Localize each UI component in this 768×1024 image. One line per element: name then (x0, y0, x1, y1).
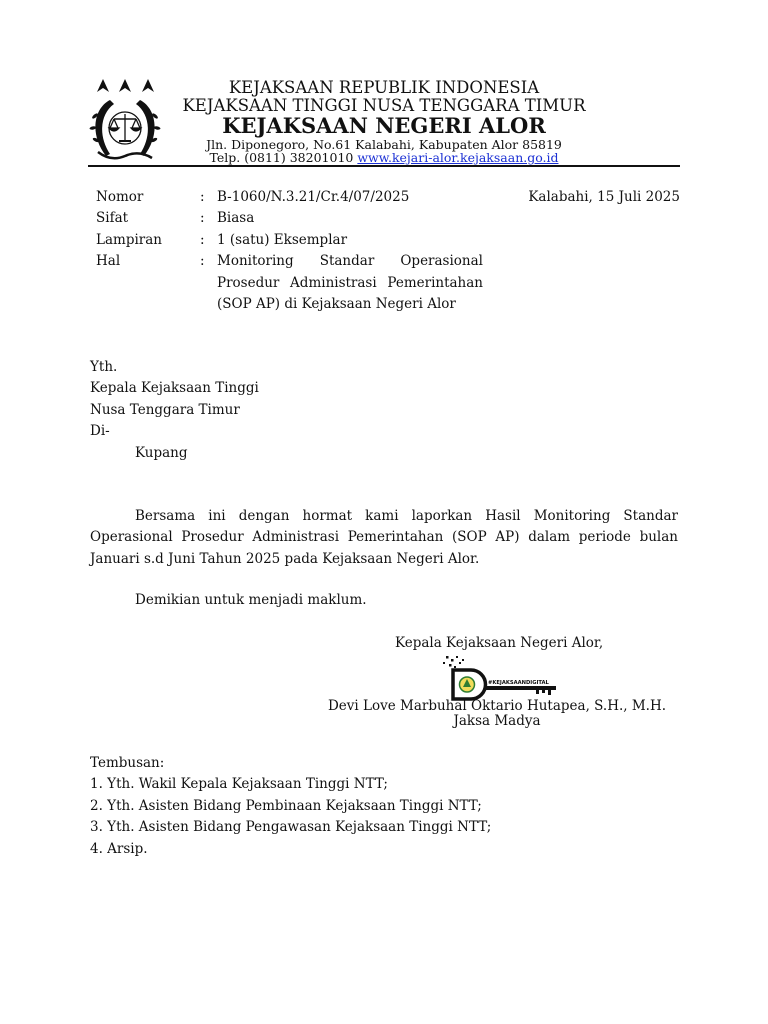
org-phone: Telp. (0811) 38201010 (209, 150, 354, 165)
dot (451, 659, 454, 662)
mini-emblem-icon (460, 677, 475, 692)
place-date: Kalabahi, 15 Juli 2025 (528, 189, 680, 205)
website-link[interactable]: www.kejari-alor.kejaksaan.go.id (357, 150, 559, 165)
cc-item: 3. Yth. Asisten Bidang Pengawasan Kejaksaan Tinggi NTT; (90, 819, 492, 836)
star-center (119, 79, 131, 92)
dot (446, 656, 449, 659)
field-hal (96, 251, 496, 315)
recipient-city: Kupang (135, 444, 188, 461)
scale-string (132, 119, 136, 128)
star-left (97, 79, 109, 92)
field-label: Lampiran (96, 231, 162, 248)
field-sifat (96, 208, 496, 229)
letterhead (160, 0, 608, 170)
field-label: Nomor (96, 189, 144, 205)
recipient-salutation: Yth. (90, 359, 118, 375)
recipient-line-2: Nusa Tenggara Timur (90, 401, 240, 418)
scale-of-justice-icon (109, 114, 141, 141)
key-teeth (536, 690, 551, 695)
tri-star-group (97, 79, 154, 92)
cc-heading: Tembusan: (90, 755, 165, 771)
star-right (142, 79, 154, 92)
closing-sentence: Demikian untuk menjadi maklum. (135, 592, 367, 608)
signatory-rank: Jaksa Madya (453, 713, 541, 729)
field-separator: : (200, 210, 205, 227)
field-label: Sifat (96, 210, 129, 227)
key-shaft (484, 686, 556, 690)
dot (462, 659, 464, 661)
cc-item: 1. Yth. Wakil Kepala Kejaksaan Tinggi NTT; (90, 776, 388, 793)
signatory-title: Kepala Kejaksaan Negeri Alor, (395, 635, 604, 651)
stamp-label: #KEJAKSAANDIGITAL (488, 680, 549, 686)
cc-item: 4. Arsip. (90, 840, 148, 857)
field-value: 1 (satu) Eksemplar (217, 231, 348, 248)
field-separator: : (200, 231, 205, 248)
dot (459, 662, 461, 664)
org-name: KEJAKSAAN NEGERI ALOR (222, 113, 546, 138)
cc-item: 2. Yth. Asisten Bidang Pembinaan Kejaksaan Tinggi NTT; (90, 797, 482, 814)
field-lampiran (96, 230, 496, 251)
dot (443, 662, 445, 664)
org-line-2: KEJAKSAAN TINGGI NUSA TENGGARA TIMUR (182, 96, 586, 115)
org-contact (160, 151, 608, 165)
field-value: Biasa (217, 210, 255, 227)
letterhead-divider (88, 165, 680, 167)
scale-string (114, 119, 118, 128)
dot (454, 666, 456, 668)
recipient-line-3: Di- (90, 423, 110, 440)
key-tooth (536, 690, 539, 694)
kejaksaan-emblem-icon (86, 72, 162, 162)
scale-pan-right (131, 128, 141, 131)
cc-list (90, 753, 491, 860)
field-value: Monitoring Standar Operasional Prosedur Administrasi Pemerintahan (SOP AP) di Kejaksaan Negeri Alor (217, 253, 483, 313)
body-paragraph: Bersama ini dengan hormat kami laporkan Hasil Monitoring Standar Operasional Prosedur Administrasi Pemerintahan (SOP AP) dalam periode bulan Januari s.d Juni Tahun 2025 pada Kejaksaan Negeri Alor. (90, 508, 678, 567)
recipient-block (90, 357, 259, 464)
org-line-1: KEJAKSAAN REPUBLIK INDONESIA (228, 78, 540, 97)
signatory-block (327, 699, 667, 729)
dot (456, 656, 458, 658)
key-tooth (548, 690, 551, 695)
letter-meta (96, 187, 496, 315)
recipient-line-1: Kepala Kejaksaan Tinggi (90, 380, 259, 397)
signatory-name: Devi Love Marbuhal Oktario Hutapea, S.H., M.H. (327, 698, 667, 714)
field-separator: : (200, 253, 205, 270)
key-tooth (542, 690, 545, 693)
field-label: Hal (96, 253, 121, 270)
scale-pan-left (109, 128, 119, 131)
field-nomor (96, 187, 496, 208)
digital-signature-key-icon (440, 653, 558, 703)
pixel-dots (443, 656, 464, 668)
field-value: B-1060/N.3.21/Cr.4/07/2025 (217, 189, 410, 205)
org-address: Jln. Diponegoro, No.61 Kalabahi, Kabupaten Alor 85819 (206, 137, 562, 152)
field-separator: : (200, 189, 205, 205)
dot (449, 664, 452, 667)
